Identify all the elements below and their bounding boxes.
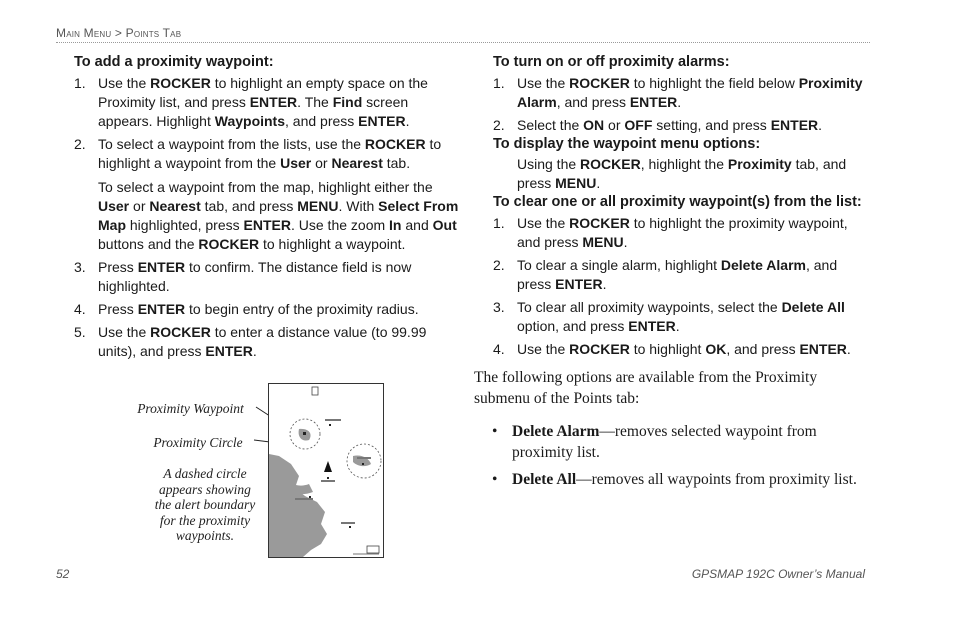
step-3 [74,258,459,296]
breadcrumb-points-tab: Points Tab [125,26,182,40]
step-number: 3. [493,299,505,315]
option-delete-alarm: • Delete Alarm—removes selected waypoint from proximity list. [492,423,817,461]
section-heading-waypoint-menu: To display the waypoint menu options: [493,136,761,152]
section-heading-clear-proximity: To clear one or all proximity waypoint(s) from the list: [493,194,862,210]
step-text: Press ENTER to confirm. The distance field is now highlighted. [98,259,412,294]
step-number: 1. [493,75,505,91]
step-4 [493,340,873,359]
step-text: Use the ROCKER to highlight OK, and press ENTER. [517,341,851,357]
step-text: Use the ROCKER to enter a distance value (to 99.99 units), and press ENTER. [98,324,427,359]
waypoint-marker [303,432,306,435]
step-3 [493,298,873,336]
page-number: 52 [56,567,70,581]
position-arrow-icon [324,461,332,472]
clear-proximity-steps [493,214,873,359]
label-proximity-waypoint: Proximity Waypoint [137,401,244,416]
breadcrumb-separator: > [114,26,123,40]
header-divider [56,42,870,43]
step-number: 4. [74,301,86,317]
map-scale-box [367,546,379,553]
step-number: 2. [493,257,505,273]
left-column [74,53,459,361]
bullet: • [492,471,498,488]
step-text: To clear all proximity waypoints, select the Delete All option, and press ENTER. [517,299,845,334]
step-2 [493,256,873,294]
waypoint-menu-text: Using the ROCKER, highlight the Proximity tab, and press MENU. [517,156,847,191]
option-delete-all: • Delete All—removes all waypoints from proximity list. [492,471,857,488]
step-number: 1. [74,75,86,91]
step-2 [74,135,459,254]
waypoint-marker [349,526,351,528]
step-2 [493,116,873,135]
label-proximity-circle: Proximity Circle [153,435,243,450]
waypoint-marker [362,463,364,465]
step-text: Use the ROCKER to highlight an empty space on the Proximity list, and press ENTER. The Find screen appears. Highlight Waypoints, and press ENTER. [98,75,428,129]
add-proximity-steps [74,74,459,361]
step-text: Select the ON or OFF setting, and press ENTER. [517,117,823,133]
step-text: To select a waypoint from the lists, use the ROCKER to highlight a waypoint from the User or Nearest tab. [98,136,442,171]
step-1 [74,74,459,131]
step-number: 1. [493,215,505,231]
step-number: 5. [74,324,86,340]
step-number: 2. [74,136,86,152]
section-heading-add-proximity: To add a proximity waypoint: [74,54,274,70]
right-column [474,53,873,496]
map-drawing [269,384,383,557]
figure-caption: A dashed circle appears showing the alert boundary for the proximity waypoints. [154,466,256,543]
step-text: To clear a single alarm, highlight Delete Alarm, and press ENTER. [517,257,838,292]
step-5 [74,323,459,361]
gps-map-screen [268,383,384,558]
step-text: Press ENTER to begin entry of the proximity radius. [98,301,419,317]
proximity-alarm-steps [493,74,873,135]
submenu-options-list [474,421,873,490]
submenu-intro: The following options are available from the Proximity submenu of the Points tab: [474,369,818,407]
step-1 [493,214,873,252]
land-mass-west [269,454,327,557]
step-number: 4. [493,341,505,357]
step-text: Use the ROCKER to highlight the field below Proximity Alarm, and press ENTER. [517,75,863,110]
step-text: Use the ROCKER to highlight the proximity waypoint, and press MENU. [517,215,848,250]
breadcrumb [56,26,181,40]
waypoint-marker [309,496,311,498]
step-1 [493,74,873,112]
manual-title: GPSMAP 192C Owner’s Manual [691,567,865,581]
step-text-alt: To select a waypoint from the map, highlight either the User or Nearest tab, and press MENU. With Select From Map highlighted, press ENTER. Use the zoom In and Out buttons and the ROCKER to highlight a waypoint. [98,179,459,252]
step-number: 2. [493,117,505,133]
waypoint-marker [327,477,329,479]
north-indicator-icon [312,387,318,395]
waypoint-marker [329,424,331,426]
bullet: • [492,423,498,440]
breadcrumb-main-menu: Main Menu [56,26,112,40]
section-heading-proximity-alarms: To turn on or off proximity alarms: [493,54,730,70]
step-number: 3. [74,259,86,275]
step-4 [74,300,459,319]
